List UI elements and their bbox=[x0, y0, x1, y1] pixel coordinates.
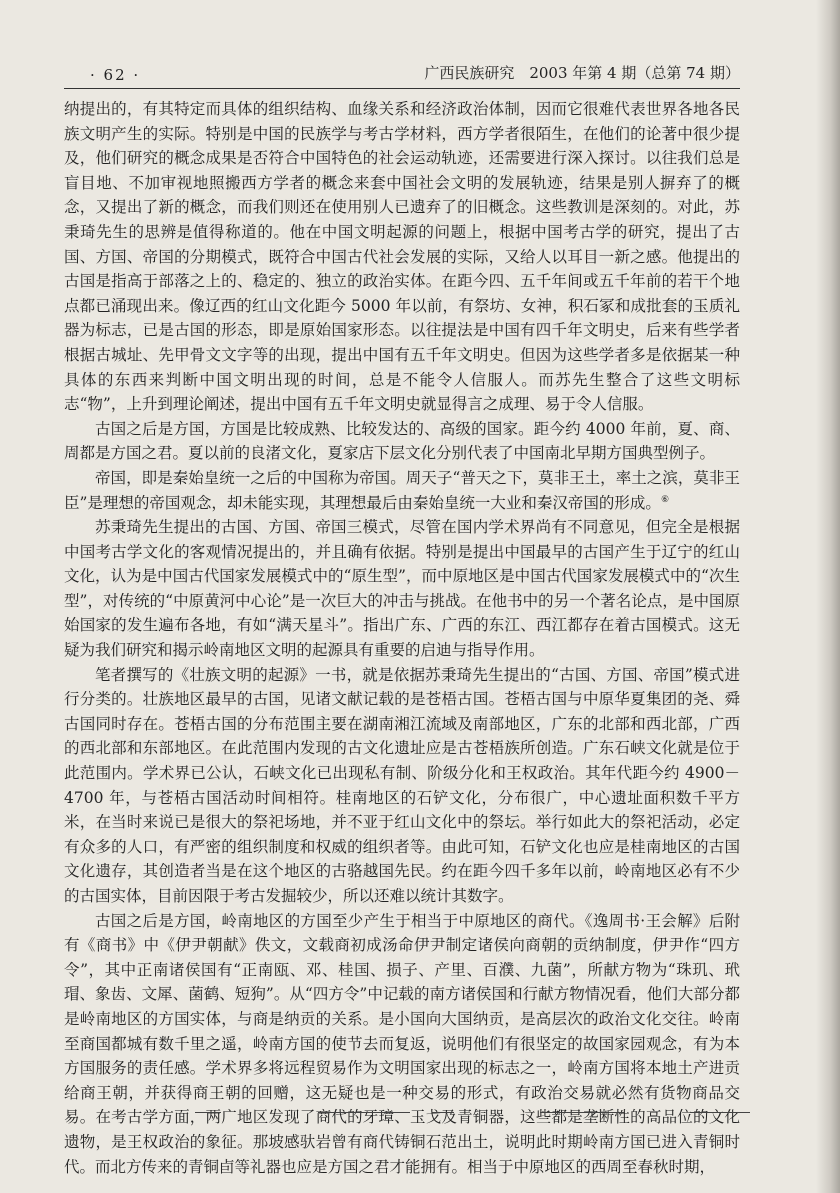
header-rule bbox=[64, 88, 740, 89]
paragraph-3 bbox=[64, 466, 740, 515]
article-body bbox=[64, 97, 740, 1179]
page-edge-shadow bbox=[816, 0, 840, 1193]
scan-mark bbox=[318, 1112, 410, 1113]
scan-mark bbox=[540, 1112, 624, 1113]
journal-citation: 广西民族研究 2003 年第 4 期（总第 74 期） bbox=[424, 64, 740, 82]
scan-mark bbox=[195, 1112, 221, 1113]
paragraph-6: 古国之后是方国，岭南地区的方国至少产生于相当于中原地区的商代。《逸周书·王会解》后附有《商书》中《伊尹朝献》佚文，文载商初成汤命伊尹制定诸侯向商朝的贡纳制度，伊尹作“四方令”，其中正南诸侯国有“正南瓯、邓、桂国、损子、产里、百濮、九菌”，所献方物为“珠玑、玳瑁、象齿、文犀、菌鹤、短狗”。从“四方令”中记载的南方诸侯国和行献方物情况看，他们大部分都是岭南地区的方国实体，与商是纳贡的关系。是小国向大国纳贡，是高层次的政治文化交往。岭南至商国都城有数千里之遥，岭南方国的使节去而复返，说明他们有很坚定的故国家园观念，有为本方国服务的责任感。学术界多将远程贸易作为文明国家出现的标志之一，岭南方国将本地土产进贡给商王朝，并获得商王朝的回赠，这无疑也是一种交易的形式，有政治交易就必然有货物商品交易。在考古学方面，两广地区发现了商代的牙璋、玉戈及青铜器，这些都是垄断性的高品位的文化遗物，是王权政治的象征。那坡感驮岩曾有商代铸铜石范出土，说明此时期岭南方国已进入青铜时代。而北方传来的青铜卣等礼器也应是方国之君才能拥有。相当于中原地区的西周至春秋时期， bbox=[64, 911, 740, 1176]
scan-mark bbox=[690, 1112, 750, 1113]
paragraph-5: 笔者撰写的《壮族文明的起源》一书，就是依据苏秉琦先生提出的“古国、方国、帝国”模式进行分类的。壮族地区最早的古国，见诸文献记载的是苍梧古国。苍梧古国与中原华夏集团的尧、舜古国同时存在。苍梧古国的分布范围主要在湖南湘江流域及南部地区，广东的北部和西北部，广西的西北部和东部地区。在此范围内发现的古文化遗址应是古苍梧族所创造。广东石峡文化就是位于此范围内。学术界已公认，石峡文化已出现私有制、阶级分化和王权政治。其年代距今约 4900－4700 年，与苍梧古国活动时间相符。桂南地区的石铲文化，分布很广，中心遗址面积数千平方米，在当时来说已是很大的祭祀场地，并不亚于红山文化中的祭坛。举行如此大的祭祀活动，必定有众多的人口，有严密的组织制度和权威的组织者等。由此可知，石铲文化也应是桂南地区的古国文化遗存，其创造者当是在这个地区的古骆越国先民。约在距今四千多年以前，岭南地区必有不少的古国实体，目前因限于考古发掘较少，所以还难以统计其数字。 bbox=[64, 665, 740, 905]
paragraph-3-text: 帝国，即是秦始皇统一之后的中国称为帝国。周天子“普天之下，莫非王土，率土之滨，莫非王臣”是理想的帝国观念，却未能实现，其理想最后由秦始皇统一大业和秦汉帝国的形成。 bbox=[64, 468, 740, 512]
page-number: · 62 · bbox=[90, 66, 141, 84]
paragraph-4: 苏秉琦先生提出的古国、方国、帝国三模式，尽管在国内学术界尚有不同意见，但完全是根据中国考古学文化的客观情况提出的，并且确有依据。特别是提出中国最早的古国产生于辽宁的红山文化，认为是中国古代国家发展模式中的“原生型”，而中原地区是中国古代国家发展模式中的“次生型”，对传统的“中原黄河中心论”是一次巨大的冲击与挑战。在他书中的另一个著名论点，是中国原始国家的发生遍布各地，有如“满天星斗”。指出广东、广西的东江、西江都存在着古国模式。这无疑为我们研究和揭示岭南地区文明的起源具有重要的启迪与指导作用。 bbox=[64, 518, 740, 660]
footnote-ref: ⑥ bbox=[660, 494, 670, 505]
running-header bbox=[64, 62, 740, 86]
paragraph-1: 纳提出的，有其特定而具体的组织结构、血缘关系和经济政治体制，因而它很难代表世界各地各民族文明产生的实际。特别是中国的民族学与考古学材料，西方学者很陌生，在他们的论著中很少提及，他们研究的概念成果是否符合中国特色的社会运动轨迹，还需要进行深入探讨。以往我们总是盲目地、不加审视地照搬西方学者的概念来套中国社会文明的发展轨迹，结果是别人摒弃了的概念，又提出了新的概念，而我们则还在使用别人已遗弃了的旧概念。这些教训是深刻的。对此，苏秉琦先生的思辨是值得称道的。他在中国文明起源的问题上，根据中国考古学的研究，提出了古国、方国、帝国的分期模式，既符合中国古代社会发展的实际，又给人以耳目一新之感。他提出的古国是指高于部落之上的、稳定的、独立的政治实体。在距今四、五千年间或五千年前的若干个地点都已涌现出来。像辽西的红山文化距今 5000 年以前，有祭坊、女神，积石冢和成批套的玉质礼器为标志，已是古国的形态，即是原始国家形态。以往提法是中国有四千年文明史，后来有些学者根据古城址、先甲骨文文字等的出现，提出中国有五千年文明史。但因为这些学者多是依据某一种具体的东西来判断中国文明出现的时间，总是不能令人信服人。而苏先生整合了这些文明标志“物”，上升到理论阐述，提出中国有五千年文明史就显得言之成理、易于令人信服。 bbox=[64, 100, 740, 414]
paragraph-2: 古国之后是方国，方国是比较成熟、比较发达的、高级的国家。距今约 4000 年前，夏、商、周都是方国之君。夏以前的良渚文化，夏家店下层文化分别代表了中国南北早期方国典型例子。 bbox=[64, 419, 740, 463]
scan-mark bbox=[432, 1112, 454, 1113]
